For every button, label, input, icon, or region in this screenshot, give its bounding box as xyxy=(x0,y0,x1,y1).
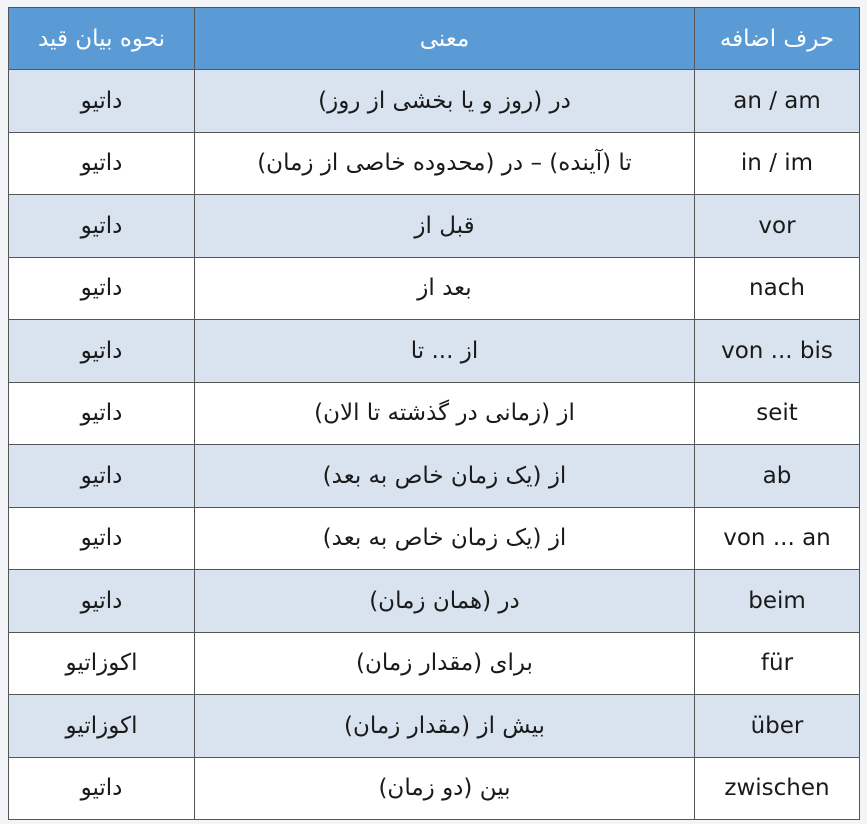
cell-preposition: nach xyxy=(695,257,860,320)
cell-case: داتیو xyxy=(9,570,195,633)
cell-meaning: در (روز و یا بخشی از روز) xyxy=(195,70,695,133)
cell-meaning: بیش از (مقدار زمان) xyxy=(195,695,695,758)
header-preposition: حرف اضافه xyxy=(695,8,860,70)
cell-case: داتیو xyxy=(9,507,195,570)
cell-preposition: seit xyxy=(695,382,860,445)
table-row xyxy=(9,320,860,383)
cell-case: داتیو xyxy=(9,195,195,258)
table-row xyxy=(9,70,860,133)
cell-preposition: zwischen xyxy=(695,757,860,820)
cell-preposition: ab xyxy=(695,445,860,508)
cell-case: اکوزاتیو xyxy=(9,695,195,758)
table-row xyxy=(9,132,860,195)
table-body xyxy=(9,70,860,820)
cell-case: اکوزاتیو xyxy=(9,632,195,695)
header-meaning: معنی xyxy=(195,8,695,70)
cell-meaning: از (یک زمان خاص به بعد) xyxy=(195,445,695,508)
cell-meaning: تا (آینده) – در (محدوده خاصی از زمان) xyxy=(195,132,695,195)
cell-preposition: von ... bis xyxy=(695,320,860,383)
cell-preposition: vor xyxy=(695,195,860,258)
cell-case: داتیو xyxy=(9,320,195,383)
cell-case: داتیو xyxy=(9,757,195,820)
cell-meaning: بین (دو زمان) xyxy=(195,757,695,820)
cell-meaning: بعد از xyxy=(195,257,695,320)
header-row xyxy=(9,8,860,70)
cell-meaning: در (همان زمان) xyxy=(195,570,695,633)
header-case: نحوه بیان قید xyxy=(9,8,195,70)
cell-case: داتیو xyxy=(9,382,195,445)
cell-meaning: از ... تا xyxy=(195,320,695,383)
cell-meaning: از (زمانی در گذشته تا الان) xyxy=(195,382,695,445)
table-row xyxy=(9,632,860,695)
table-row xyxy=(9,382,860,445)
cell-meaning: قبل از xyxy=(195,195,695,258)
cell-preposition: an / am xyxy=(695,70,860,133)
table-row xyxy=(9,445,860,508)
table-row xyxy=(9,195,860,258)
cell-case: داتیو xyxy=(9,257,195,320)
temporal-prepositions-table xyxy=(8,7,860,820)
cell-case: داتیو xyxy=(9,132,195,195)
cell-preposition: für xyxy=(695,632,860,695)
cell-preposition: über xyxy=(695,695,860,758)
table-header xyxy=(9,8,860,70)
cell-preposition: von ... an xyxy=(695,507,860,570)
cell-case: داتیو xyxy=(9,445,195,508)
cell-preposition: in / im xyxy=(695,132,860,195)
cell-case: داتیو xyxy=(9,70,195,133)
table-row xyxy=(9,570,860,633)
table-row xyxy=(9,507,860,570)
cell-meaning: از (یک زمان خاص به بعد) xyxy=(195,507,695,570)
prepositions-table-container xyxy=(8,7,859,817)
table-row xyxy=(9,757,860,820)
table-row xyxy=(9,257,860,320)
cell-meaning: برای (مقدار زمان) xyxy=(195,632,695,695)
cell-preposition: beim xyxy=(695,570,860,633)
table-row xyxy=(9,695,860,758)
